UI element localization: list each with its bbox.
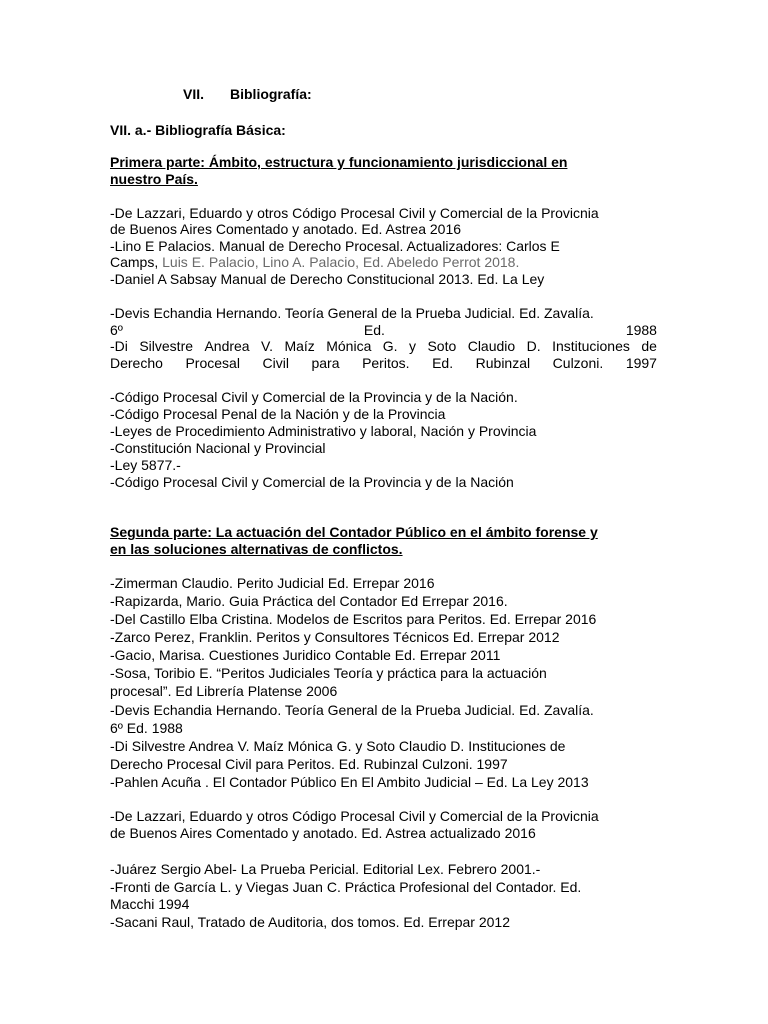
word: Maíz bbox=[284, 338, 315, 354]
part1-heading-line: Primera parte: Ámbito, estructura y funcionamiento jurisdiccional en bbox=[110, 154, 568, 170]
word: Culzoni. bbox=[552, 355, 604, 371]
word: Peritos. bbox=[362, 355, 410, 371]
word: Instituciones bbox=[552, 338, 630, 354]
bibliography-entry: de Buenos Aires Comentado y anotado. Ed. Astrea 2016 bbox=[110, 221, 462, 237]
bibliography-entry: -Rapizarda, Mario. Guia Práctica del Contador Ed Errepar 2016. bbox=[110, 593, 508, 609]
bibliography-entry: -Devis Echandia Hernando. Teoría General de la Prueba Judicial. Ed. Zavalía. bbox=[110, 305, 594, 321]
bibliography-entry: -Fronti de García L. y Viegas Juan C. Práctica Profesional del Contador. Ed. bbox=[110, 879, 582, 895]
bibliography-entry: -Di Silvestre Andrea V. Maíz Mónica G. y Soto Claudio D. Instituciones de bbox=[110, 738, 566, 754]
bibliography-entry: -Código Procesal Penal de la Nación y de la Provincia bbox=[110, 406, 446, 422]
part2-heading-line: Segunda parte: La actuación del Contador Público en el ámbito forense y bbox=[110, 524, 598, 540]
bibliography-entry: -Lino E Palacios. Manual de Derecho Procesal. Actualizadores: Carlos E bbox=[110, 238, 560, 254]
bibliography-entry: -De Lazzari, Eduardo y otros Código Procesal Civil y Comercial de la Provicnia bbox=[110, 808, 599, 824]
bibliography-entry: -Leyes de Procedimiento Administrativo y laboral, Nación y Provincia bbox=[110, 423, 537, 439]
word: G. bbox=[382, 338, 398, 354]
word: D. bbox=[526, 338, 541, 354]
word: 1997 bbox=[625, 355, 657, 371]
bibliography-entry bbox=[110, 254, 519, 271]
bibliography-entry: -Sosa, Toribio E. “Peritos Judiciales Teoría y práctica para la actuación bbox=[110, 665, 547, 681]
word: Ed. bbox=[363, 322, 385, 338]
section-number: VII. bbox=[183, 86, 205, 102]
word: para bbox=[311, 355, 340, 371]
word: -Di bbox=[110, 338, 128, 354]
part2-heading-line: en las soluciones alternativas de conflictos. bbox=[110, 541, 403, 557]
word: V. bbox=[261, 338, 273, 354]
bibliography-entry: Derecho Procesal Civil para Peritos. Ed. Rubinzal Culzoni. 1997 bbox=[110, 756, 508, 772]
bibliography-entry: -Código Procesal Civil y Comercial de la Provincia y de la Nación. bbox=[110, 389, 518, 405]
bibliography-entry: -Zimerman Claudio. Perito Judicial Ed. Errepar 2016 bbox=[110, 575, 435, 591]
word: Claudio bbox=[467, 338, 516, 354]
word: Silvestre bbox=[139, 338, 194, 354]
bibliography-entry: -Pahlen Acuña . El Contador Público En El Ambito Judicial – Ed. La Ley 2013 bbox=[110, 774, 589, 790]
justified-line bbox=[110, 322, 657, 339]
word: y bbox=[409, 338, 417, 354]
word: 6º bbox=[110, 322, 123, 338]
word: Procesal bbox=[185, 355, 240, 371]
bibliography-entry: -Sacani Raul, Tratado de Auditoria, dos tomos. Ed. Errepar 2012 bbox=[110, 914, 511, 930]
word: Ed. bbox=[432, 355, 454, 371]
bibliography-entry: -Gacio, Marisa. Cuestiones Juridico Contable Ed. Errepar 2011 bbox=[110, 647, 501, 663]
word: de bbox=[641, 338, 657, 354]
word: Andrea bbox=[204, 338, 250, 354]
bibliography-entry: de Buenos Aires Comentado y anotado. Ed. Astrea actualizado 2016 bbox=[110, 825, 536, 841]
bibliography-entry: -Del Castillo Elba Cristina. Modelos de Escritos para Peritos. Ed. Errepar 2016 bbox=[110, 611, 597, 627]
bibliography-entry: -Código Procesal Civil y Comercial de la Provincia y de la Nación bbox=[110, 474, 514, 490]
bibliography-entry: -Daniel A Sabsay Manual de Derecho Constitucional 2013. Ed. La Ley bbox=[110, 271, 545, 287]
justified-line bbox=[110, 338, 657, 355]
word: Rubinzal bbox=[475, 355, 531, 371]
bibliography-entry: -Constitución Nacional y Provincial bbox=[110, 440, 326, 456]
bibliography-entry: -Zarco Perez, Franklin. Peritos y Consultores Técnicos Ed. Errepar 2012 bbox=[110, 629, 560, 645]
word: Mónica bbox=[326, 338, 372, 354]
word: Civil bbox=[262, 355, 289, 371]
bibliography-entry: -Devis Echandia Hernando. Teoría General de la Prueba Judicial. Ed. Zavalía. bbox=[110, 702, 594, 718]
word: Derecho bbox=[110, 355, 163, 371]
bibliography-entry: -De Lazzari, Eduardo y otros Código Procesal Civil y Comercial de la Provicnia bbox=[110, 205, 599, 221]
subsection-title: VII. a.- Bibliografía Básica: bbox=[110, 122, 286, 138]
bibliography-entry-text-gray: Luis E. Palacio, Lino A. Palacio, Ed. Abeledo Perrot 2018. bbox=[162, 254, 520, 270]
bibliography-entry: -Ley 5877.- bbox=[110, 457, 181, 473]
bibliography-entry: Macchi 1994 bbox=[110, 896, 190, 912]
bibliography-entry-text: Camps, bbox=[110, 254, 159, 270]
word: 1988 bbox=[625, 322, 657, 338]
bibliography-entry: 6º Ed. 1988 bbox=[110, 720, 183, 736]
justified-line bbox=[110, 355, 657, 372]
bibliography-entry: procesal”. Ed Librería Platense 2006 bbox=[110, 683, 338, 699]
part1-heading-line: nuestro País. bbox=[110, 171, 198, 187]
bibliography-entry: -Juárez Sergio Abel- La Prueba Pericial. Editorial Lex. Febrero 2001.- bbox=[110, 861, 541, 877]
section-title: Bibliografía: bbox=[230, 86, 312, 102]
word: Soto bbox=[427, 338, 457, 354]
